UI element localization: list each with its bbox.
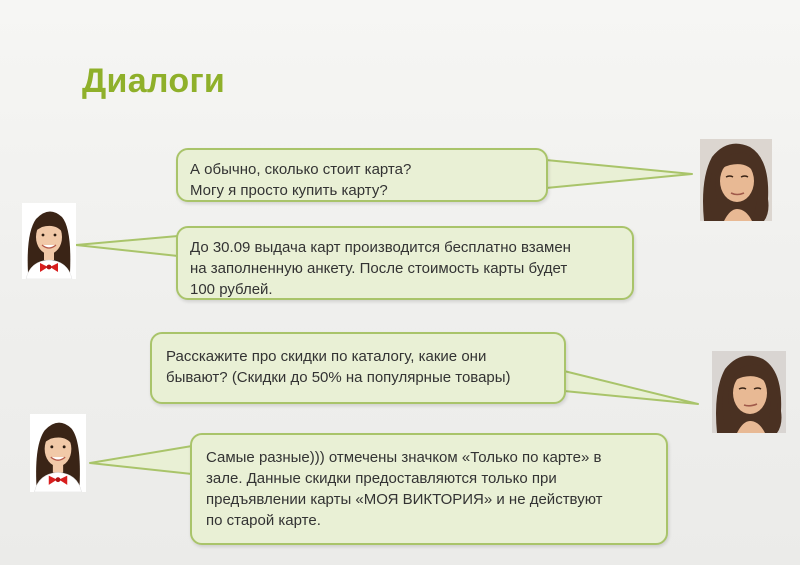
- bubble-line: А обычно, сколько стоит карта?: [190, 161, 412, 178]
- bubble-line: зале. Данные скидки предоставляются только при: [206, 470, 557, 487]
- consultant-avatar: [22, 203, 76, 279]
- connector-4: [90, 446, 192, 474]
- customer-avatar: [700, 139, 772, 221]
- consultant-avatar: [30, 414, 86, 492]
- connector-1: [546, 160, 692, 188]
- connector-3: [564, 371, 698, 404]
- bubble-line: по старой карте.: [206, 512, 321, 529]
- bubble-line: Могу я просто купить карту?: [190, 182, 388, 199]
- speech-bubble-consultant-1: [176, 226, 634, 300]
- page-title: Диалоги: [82, 62, 226, 100]
- bubble-line: на заполненную анкету. После стоимость карты будет: [190, 260, 568, 277]
- speech-bubble-consultant-2: [190, 433, 668, 545]
- customer-portrait-icon: [712, 351, 786, 433]
- connector-2: [76, 236, 178, 256]
- bubble-line: бывают? (Скидки до 50% на популярные товары): [166, 369, 511, 386]
- bubble-line: Самые разные))) отмечены значком «Только по карте» в: [206, 449, 602, 466]
- bubble-line: 100 рублей.: [190, 281, 273, 298]
- customer-portrait-icon: [700, 139, 772, 221]
- consultant-portrait-icon: [22, 203, 76, 279]
- consultant-portrait-icon: [30, 414, 86, 492]
- bubble-line: Расскажите про скидки по каталогу, какие они: [166, 348, 487, 365]
- customer-avatar: [712, 351, 786, 433]
- speech-bubble-customer-2: [150, 332, 566, 404]
- speech-bubble-customer-1: [176, 148, 548, 202]
- bubble-line: До 30.09 выдача карт производится бесплатно взамен: [190, 239, 571, 256]
- bubble-line: предъявлении карты «МОЯ ВИКТОРИЯ» и не действуют: [206, 491, 603, 508]
